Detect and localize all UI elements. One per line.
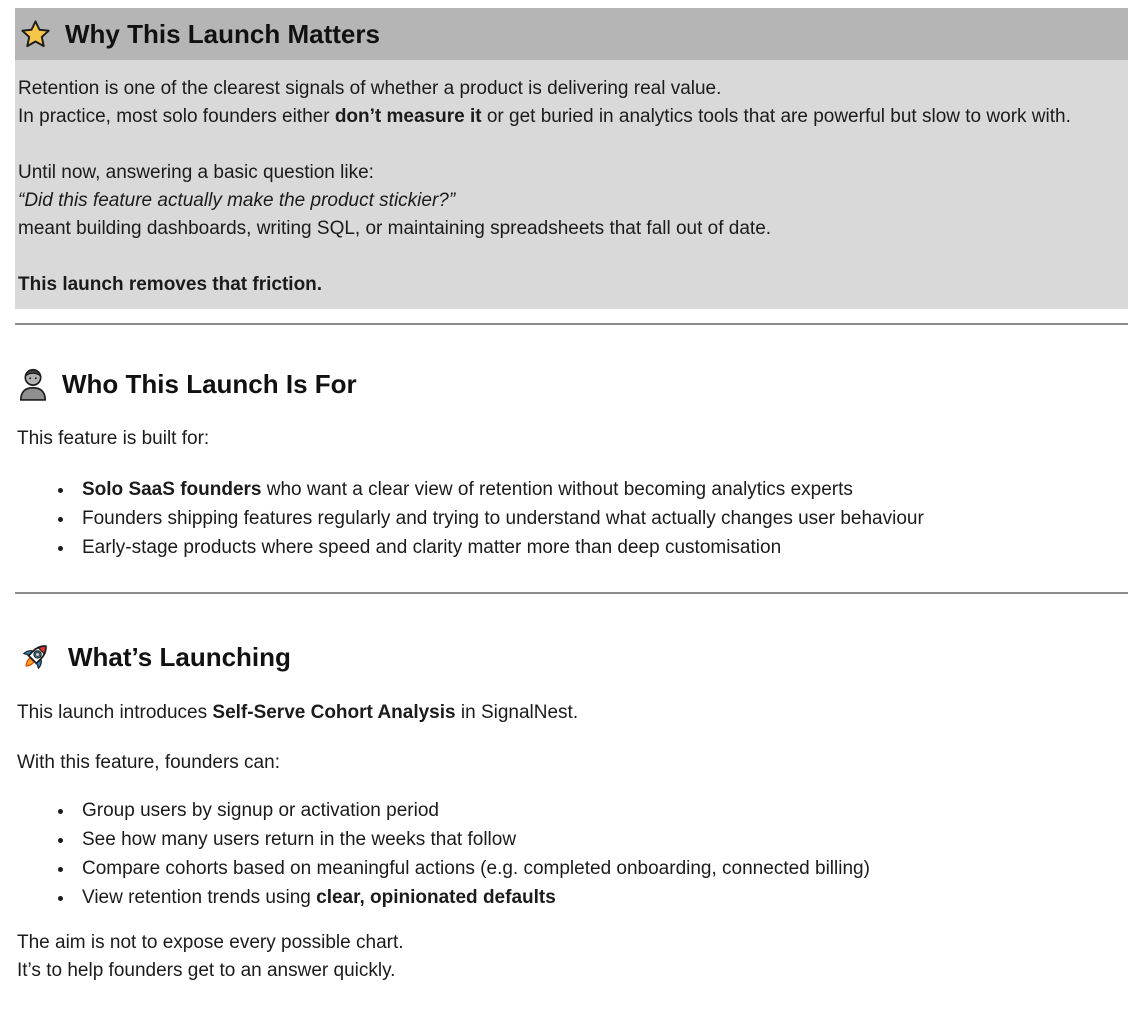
why-paragraph-1: Retention is one of the clearest signals of whether a product is delivering real value. In practice, most solo founders either don’t measure it or get buried in analytics tools that are powerful but slow to work with.	[18, 78, 1071, 127]
section-divider	[15, 592, 1128, 594]
why-section-body	[15, 60, 1128, 309]
star-icon	[20, 19, 51, 50]
who-section-title: Who This Launch Is For	[62, 369, 357, 399]
list-item: • View retention trends using clear, opinionated defaults	[75, 883, 1128, 912]
rocket-icon	[18, 639, 54, 675]
launch-intro: This launch introduces Self-Serve Cohort Analysis in SignalNest.	[17, 702, 579, 723]
list-item: • Founders shipping features regularly and trying to understand what actually changes user behaviour	[75, 504, 1128, 533]
why-section-title: Why This Launch Matters	[65, 19, 380, 49]
list-item: • Group users by signup or activation period	[75, 796, 1128, 825]
list-item: • Solo SaaS founders who want a clear view of retention without becoming analytics experts	[75, 475, 1128, 504]
list-item: • See how many users return in the weeks that follow	[75, 825, 1128, 854]
why-section-header	[15, 8, 1128, 60]
launch-section-title: What’s Launching	[68, 642, 291, 672]
launch-sub-intro: With this feature, founders can:	[17, 752, 280, 773]
person-icon	[18, 367, 48, 401]
quote-line: “Did this feature actually make the product stickier?”	[18, 190, 456, 211]
why-paragraph-3: This launch removes that friction.	[18, 274, 323, 295]
list-item: • Early-stage products where speed and clarity matter more than deep customisation	[75, 533, 1128, 562]
who-section-heading	[15, 367, 1128, 401]
launch-section-heading	[15, 639, 1128, 675]
launch-outro: The aim is not to expose every possible chart. It’s to help founders get to an answer quickly.	[17, 932, 404, 981]
who-bullet-list	[15, 475, 1128, 562]
section-divider	[15, 323, 1128, 325]
who-intro: This feature is built for:	[17, 428, 210, 449]
why-paragraph-2: Until now, answering a basic question like: “Did this feature actually make the product stickier?” meant building dashboards, writing SQL, or maintaining spreadsheets that fall out of date.	[18, 162, 772, 239]
launch-bullet-list	[15, 796, 1128, 912]
list-item: • Compare cohorts based on meaningful actions (e.g. completed onboarding, connected billing)	[75, 854, 1128, 883]
